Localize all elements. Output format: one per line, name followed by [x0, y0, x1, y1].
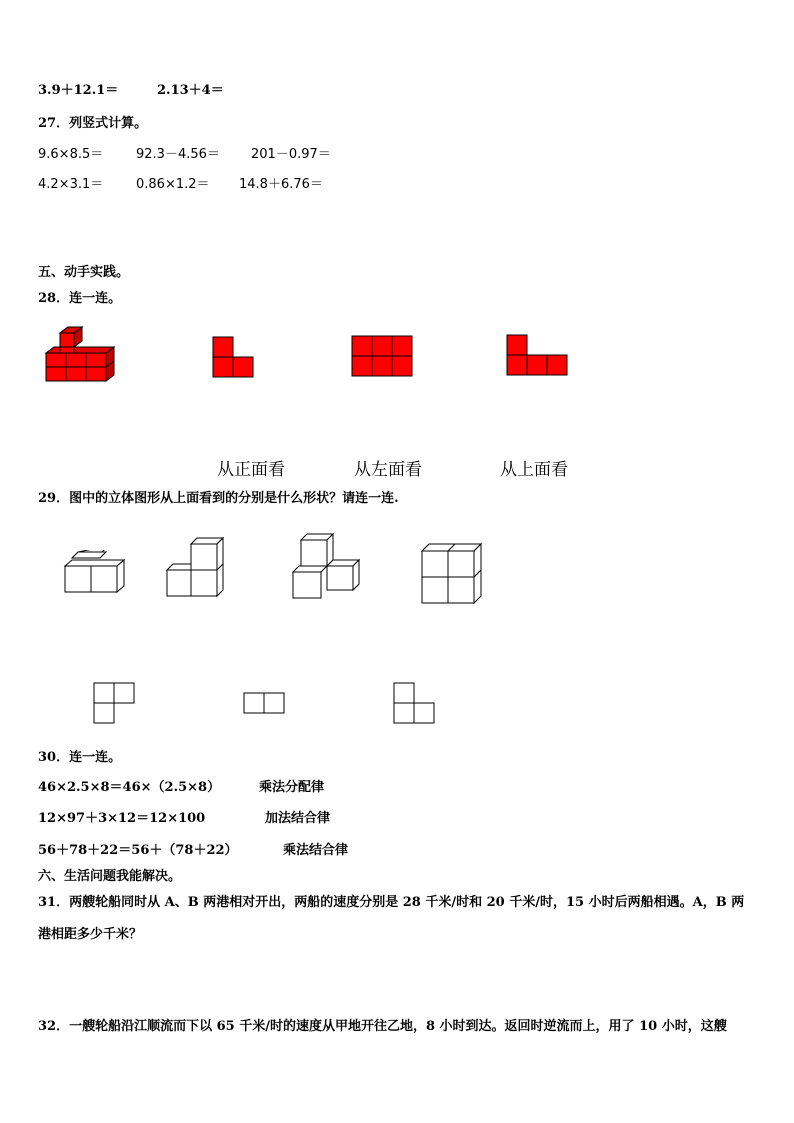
q26-expr-1: 3.9＋12.1＝	[38, 83, 119, 98]
q27-r1-c1: 9.6×8.5＝	[38, 147, 104, 162]
q30-expr-1: 46×2.5×8＝46×（2.5×8）	[38, 780, 221, 795]
q27-r2-c3: 14.8＋6.76＝	[239, 177, 323, 192]
q31-line-2: 港相距多少千米？	[38, 927, 143, 942]
q28-view-shape-3	[506, 334, 568, 376]
q27-r1-c3: 201－0.97＝	[251, 147, 331, 162]
q29-solid-2	[165, 536, 227, 598]
q29-solid-3	[291, 532, 363, 600]
q27-title: 27．列竖式计算。	[38, 116, 148, 131]
q28-title: 28．连一连。	[38, 291, 122, 306]
q30-title: 30．连一连。	[38, 750, 122, 765]
q31-line-1: 31．两艘轮船同时从 A、B 两港相对开出，两船的速度分别是 28 千米/时和 20 千米/时，15 小时后两船相遇。A，B 两	[38, 895, 745, 910]
q29-solid-1	[62, 550, 126, 596]
q28-view-shape-2	[351, 335, 413, 377]
q30-law-1: 乘法分配律	[259, 780, 325, 795]
q28-view-shape-1	[212, 336, 256, 378]
q30-expr-2: 12×97＋3×12＝12×100	[38, 811, 206, 826]
q29-topview-2	[243, 692, 287, 715]
section6-title: 六、生活问题我能解决。	[38, 869, 182, 884]
section5-title: 五、动手实践。	[38, 265, 130, 280]
q28-3d-solid	[44, 323, 126, 385]
q30-law-3: 乘法结合律	[283, 843, 349, 858]
q28-view-label-front: 从正面看	[217, 460, 285, 480]
q32-line-1: 32．一艘轮船沿江顺流而下以 65 千米/时的速度从甲地开往乙地，8 小时到达。返回时逆流而上，用了 10 小时，这艘	[38, 1019, 727, 1034]
q29-title: 29．图中的立体图形从上面看到的分别是什么形状？请连一连.	[38, 491, 399, 506]
q29-solid-4	[420, 542, 484, 606]
q26-expr-2: 2.13＋4＝	[157, 83, 224, 98]
q28-view-label-left: 从左面看	[354, 460, 422, 480]
q29-topview-1	[93, 682, 137, 725]
q27-r2-c2: 0.86×1.2＝	[136, 177, 210, 192]
q30-expr-3: 56＋78＋22＝56＋（78＋22）	[38, 843, 238, 858]
q28-view-label-top: 从上面看	[500, 460, 568, 480]
q30-law-2: 加法结合律	[265, 811, 331, 826]
q29-topview-3	[393, 682, 437, 725]
q27-r1-c2: 92.3－4.56＝	[136, 147, 220, 162]
q27-r2-c1: 4.2×3.1＝	[38, 177, 104, 192]
